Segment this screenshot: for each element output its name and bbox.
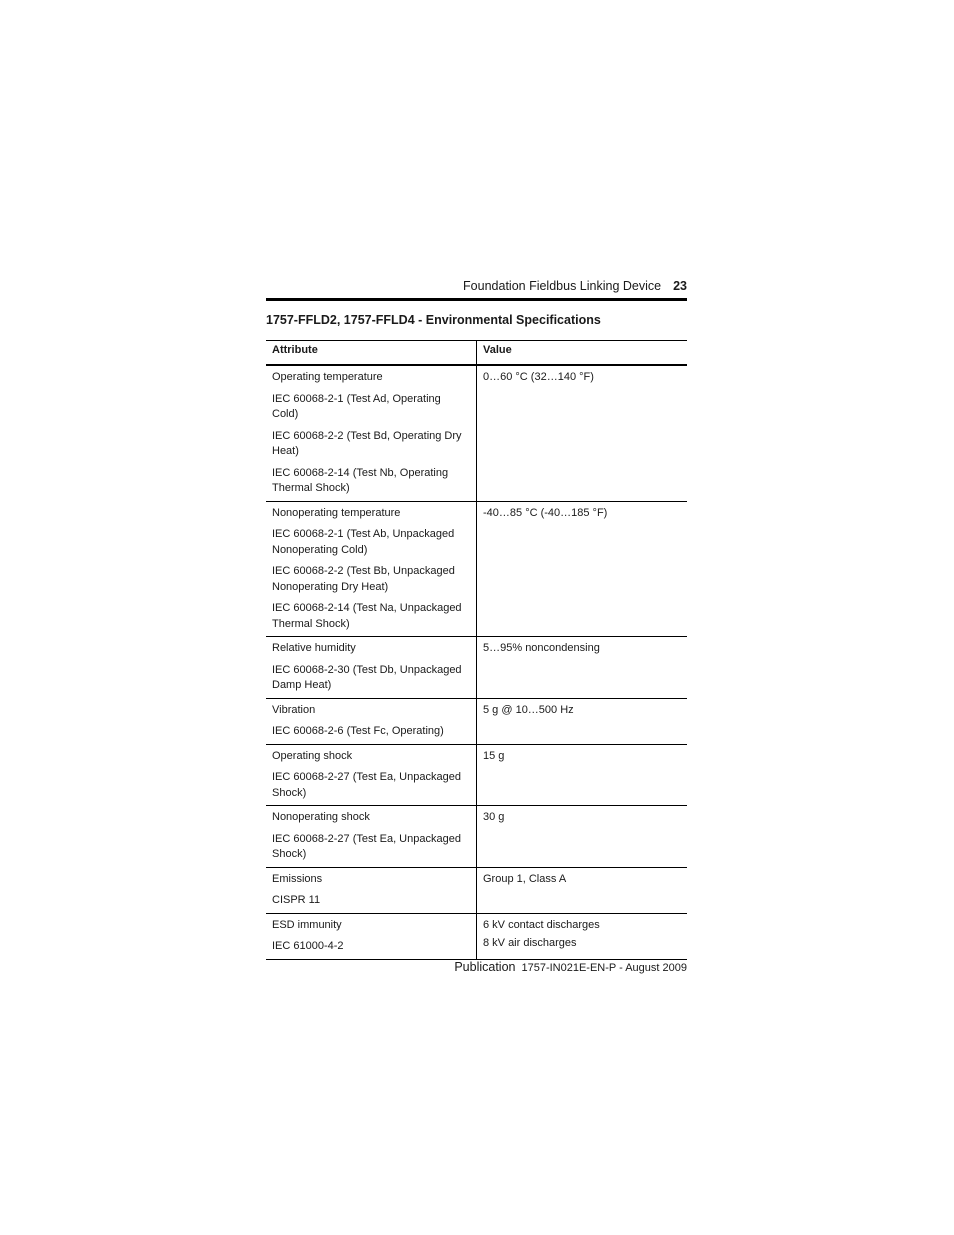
attribute-name: Operating temperature [272, 371, 383, 383]
publication-label: Publication [454, 960, 516, 974]
test-standard: IEC 60068-2-27 (Test Ea, Unpackaged Shock) [272, 771, 461, 799]
value-cell [477, 502, 687, 637]
table-row [266, 637, 687, 699]
attribute-cell [266, 637, 477, 698]
value-cell [477, 806, 687, 867]
footer [266, 960, 687, 974]
value-cell [477, 745, 687, 806]
value-cell [477, 637, 687, 698]
table-row [266, 806, 687, 868]
table-row [266, 868, 687, 914]
column-header-value: Value [483, 344, 512, 356]
attribute-name: Nonoperating shock [272, 811, 370, 823]
spec-table [266, 340, 687, 960]
test-standard: IEC 60068-2-1 (Test Ab, Unpackaged Nonoperating Cold) [272, 528, 455, 556]
running-title: Foundation Fieldbus Linking Device [463, 279, 662, 293]
value-text: 15 g [483, 749, 505, 762]
page-number: 23 [673, 279, 687, 293]
running-header [266, 276, 687, 296]
value-cell [477, 868, 687, 913]
test-standard: IEC 60068-2-2 (Test Bd, Operating Dry Heat) [272, 429, 462, 457]
attribute-cell [266, 868, 477, 913]
value-text: 0…60 °C (32…140 °F) [483, 371, 594, 383]
attribute-name: ESD immunity [272, 918, 342, 931]
attribute-cell [266, 366, 477, 501]
attribute-cell [266, 914, 477, 959]
test-standard: IEC 60068-2-2 (Test Bb, Unpackaged Nonoperating Dry Heat) [272, 565, 455, 593]
attribute-name: Operating shock [272, 749, 353, 762]
publication-id: 1757-IN021E-EN-P - August 2009 [521, 962, 687, 974]
test-standard: CISPR 11 [272, 894, 321, 906]
attribute-name: Emissions [272, 872, 323, 885]
test-standard: IEC 60068-2-14 (Test Nb, Operating Thermal Shock) [272, 466, 449, 494]
value-text: 5 g @ 10…500 Hz [483, 703, 574, 716]
value-text: -40…85 °C (-40…185 °F) [483, 506, 608, 519]
value-cell [477, 366, 687, 501]
value-cell [477, 914, 687, 959]
value-text: 8 kV air discharges [483, 937, 577, 949]
test-standard: IEC 60068-2-1 (Test Ad, Operating Cold) [272, 392, 441, 420]
column-header-attribute: Attribute [266, 341, 477, 364]
table-row [266, 366, 687, 502]
attribute-name: Nonoperating temperature [272, 506, 401, 519]
table-body [266, 366, 687, 960]
attribute-name: Vibration [272, 703, 316, 716]
table-header [266, 341, 687, 366]
attribute-cell [266, 502, 477, 637]
attribute-cell [266, 806, 477, 867]
value-text: Group 1, Class A [483, 872, 567, 885]
value-cell [477, 699, 687, 744]
attribute-cell [266, 745, 477, 806]
test-standard: IEC 60068-2-14 (Test Na, Unpackaged Thermal Shock) [272, 602, 462, 630]
attribute-cell [266, 699, 477, 744]
table-row [266, 745, 687, 807]
value-text: 6 kV contact discharges [483, 918, 600, 931]
table-title: 1757-FFLD2, 1757-FFLD4 - Environmental Specifications [266, 313, 601, 327]
table-row [266, 502, 687, 638]
test-standard: IEC 60068-2-27 (Test Ea, Unpackaged Shock) [272, 832, 461, 860]
value-text: 30 g [483, 811, 505, 823]
table-row [266, 699, 687, 745]
header-rule [266, 298, 687, 301]
test-standard: IEC 60068-2-6 (Test Fc, Operating) [272, 725, 444, 737]
value-text: 5…95% noncondensing [483, 642, 600, 654]
test-standard: IEC 60068-2-30 (Test Db, Unpackaged Damp Heat) [272, 663, 462, 691]
attribute-name: Relative humidity [272, 642, 356, 654]
table-row [266, 914, 687, 960]
test-standard: IEC 61000-4-2 [272, 940, 344, 952]
